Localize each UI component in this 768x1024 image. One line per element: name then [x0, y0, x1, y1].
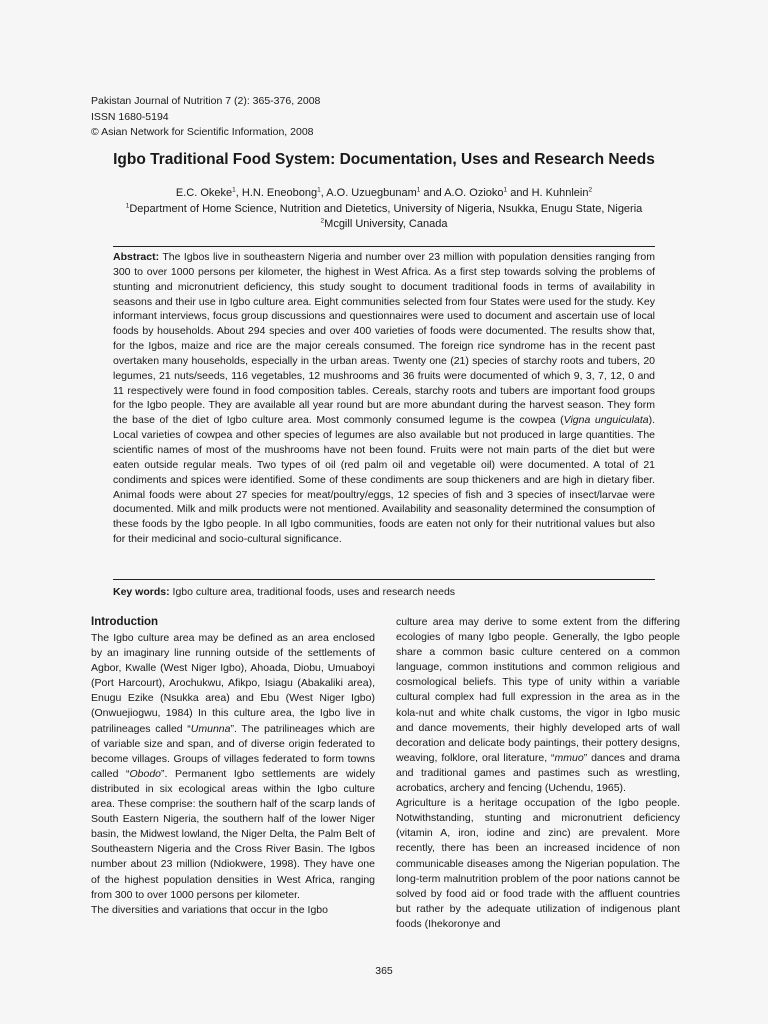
affiliation-2: $^2$Mcgill University, Canada — [320, 217, 448, 230]
body-paragraph: The Igbo culture area may be defined as an area enclosed by an imaginary line running outside of the settlements of Agbor, Kwalle (West Niger Igbo), Ahoada, Diobu, Umuaboyi (Port Harcourt), Arochukwu, Afikpo, Isiagu (Abakaliki area), Enugu Ezike (Nsukka area) and Ebu (West Niger Igbo) (Onwuejiogwu, 1984) In this culture area, the Igbo live in patrilineages called “Umunna”. The patrilineages which are of variable size and span, and of diverse origin federated to become villages. Groups of villages federated to form towns called “Obodo”. Permanent Igbo settlements are widely distributed in six ecological areas within the Igbo culture area. These comprise: the southern half of the scarp lands of South Eastern Nigeria, the southern half of the lower Niger basin, the Midwest lowland, the Niger Delta, the Palm Belt of Southeastern Nigeria and the Cross River Basin. The Igbos number about 23 million (Ndiokwere, 1998). They have one of the highest population densities in West Africa, ranging from 300 to over 1000 persons per kilometer. — [91, 632, 376, 901]
section-heading-introduction: Introduction — [91, 616, 159, 628]
body-paragraph: The diversities and variations that occur in the Igbo — [91, 903, 328, 916]
journal-citation: Pakistan Journal of Nutrition 7 (2): 365-376, 2008 — [91, 95, 321, 107]
right-column — [396, 615, 680, 932]
body-paragraph: Agriculture is a heritage occupation of the Igbo people. Notwithstanding, stunting and micronutrient deficiency (vitamin A, iron, iodine and zinc) are prevalent. More recently, there has been an increased incidence of non communicable diseases among the Nigerian population. The long-term malnutrition problem of the poor nations cannot be solved by food aid or food trade with the affluent countries but rather by the adequate utilization of indigenous plant foods (Ihekoronye and — [396, 797, 680, 930]
abstract-text: Abstract: The Igbos live in southeastern Nigeria and number over 23 million with population densities ranging from 300 to over 1000 persons per kilometer, the highest in West Africa. As a first step towards solving the problems of stunting and micronutrient deficiency, this study sought to document traditional foods in terms of availability in seasons and their use in Igbo culture area. Eight communities selected from four States were used for the study. Key informant interviews, focus group discussions and questionnaires were used to document and ascertain use of local foods by households. About 294 species and over 400 varieties of foods were documented. The results show that, for the Igbos, maize and rice are the major cereals consumed. The foreign rice syndrome has in the recent past overtaken many households, especially in the urban areas. Twenty one (21) species of starchy roots and tubers, 20 legumes, 21 nuts/seeds, 116 vegetables, 12 mushrooms and 36 fruits were documented of which 9, 3, 7, 12, 0 and 11 respectively were found in food composition tables. Cereals, starchy roots and tubers are important food groups for the Igbo people. They are available all year round but are more abundant during the harvest season. They form the base of the diet of Igbo culture area. Most commonly consumed legume is the cowpea (Vigna unguiculata). Local varieties of cowpea and other species of legumes are also available but not produced in large quantities. The scientific names of most of the mushrooms have not been found. Fruits were not main parts of the diet but were eaten outside regular meals. Two types of oil (red palm oil and vegetable oil) were documented. A total of 21 condiments and spices were identified. Some of these condiments are soup thickeners and are high in dietary fiber. Animal foods were about 27 species for meat/poultry/eggs, 12 species of fish and 3 species of insect/larvae were documented. Milk and milk products were not mentioned. Availability and seasonality determined the consumption of these foods by the Igbo people. In all Igbo communities, foods are eaten not only for their nutritional values but also for their medicinal and socio-cultural significance. — [113, 251, 656, 546]
keywords: Key words: Igbo culture area, traditional foods, uses and research needs — [113, 586, 456, 598]
author-list: E.C. Okeke$^1$, H.N. Eneobong$^1$, A.O. Uzuegbunam$^1$ and A.O. Ozioko$^1$ and H. Kuhnlein$^2$ — [175, 186, 593, 199]
page-number: 365 — [375, 965, 393, 977]
abstract-section — [113, 246, 655, 547]
abstract-label: Abstract: — [113, 251, 160, 263]
affiliation-1: $^1$Department of Home Science, Nutrition and Dietetics, University of Nigeria, Nsukka, Enugu State, Nigeria — [125, 201, 643, 215]
abstract-divider — [113, 579, 655, 580]
journal-info — [91, 94, 320, 141]
author-block — [0, 186, 768, 233]
journal-issn: ISSN 1680-5194 — [91, 110, 169, 123]
paper-title: Igbo Traditional Food System: Documentation, Uses and Research Needs — [113, 151, 655, 168]
keywords-label: Key words: — [113, 586, 170, 598]
body-paragraph: culture area may derive to some extent from the differing ecologies of many Igbo people. Generally, the Igbo people share a common basic culture centered on a common language, common institutions and common religious and cosmological beliefs. This type of unity within a variable cultural complex had full expression in the area as in the kola-nut and white chalk customs, the vigor in Igbo music and dance movements, their highly developed arts of wall decoration and delicate body paintings, their pottery designs, weaving, folklore, oral literature, “mmuo” dances and drama and traditional games and pastimes such as wrestling, acrobatics, archery and fencing (Uchendu, 1965). — [396, 616, 680, 795]
journal-copyright: © Asian Network for Scientific Information, 2008 — [91, 126, 314, 138]
left-column — [91, 615, 375, 918]
